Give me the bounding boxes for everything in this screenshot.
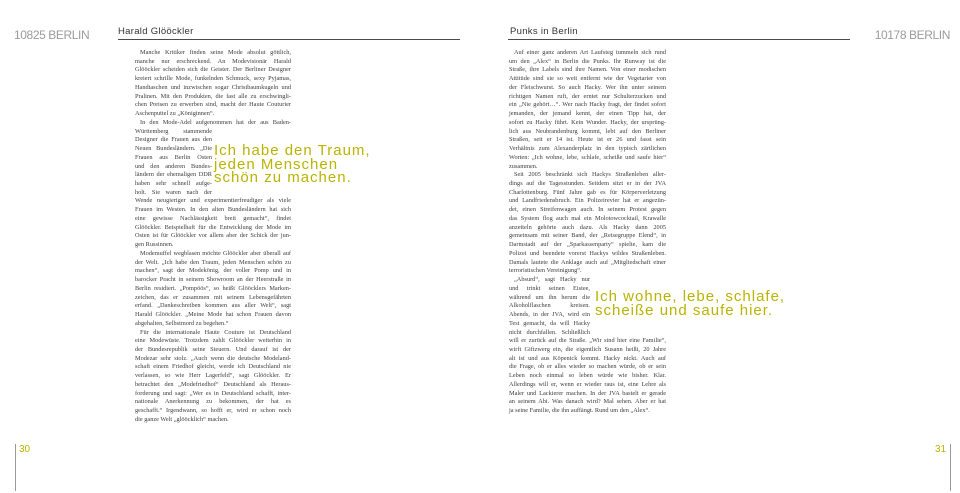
text-line: chen Preisen zu erwerben sind, macht der Haute Couturier [135,101,291,109]
text-line: sofort zu Hacky führt. Kein Wunder. Hacky, der ursprüng- [509,118,666,126]
paragraph [135,329,291,425]
text-line: Maler und Lackierer machen. In der JVA bastelt er gerade [509,389,666,397]
text-line: Straße, ihre Labels sind ihre Namen. Von einer modischen [509,66,666,74]
text-line: Glööckler scheiden sich die Geister. Der Berliner Designer [135,66,291,74]
text-line: zusammen. [509,162,538,170]
text-line: ländern der ehemaligen DDR [135,171,212,179]
text-line: während um ihn herum die [509,293,590,301]
text-line: Abends, in der JVA, wird ein [509,311,590,319]
text-line: Modezar sehr stolz. „Auch wenn die deutsche Modeland- [135,354,291,362]
paragraph [135,49,291,119]
text-line: machen“, sagt der Modekönig, der voller Pomp und in [135,267,291,275]
text-line: Straßen, seit er 14 ist. Heute ist er 26 und fasst sein [509,136,666,144]
text-line: erfand. „Dankeschreiben kommen aus aller Welt“, sagt [135,302,291,310]
page-number: 31 [935,444,947,455]
text-line: nationale Anerkennung zu bekommen, der hat es [135,398,291,406]
text-line: will er zurück auf die Straße. „Wir sind hier eine Familie“, [509,337,666,345]
pull-quote [214,144,371,185]
pull-quote-line: Ich wohne, lebe, schlafe, [595,288,786,305]
text-line: die ganze Welt „glööcklich“ machen. [135,415,229,423]
article-title: Harald Glööckler [118,26,194,37]
text-line: der Welt. „Ich habe den Traum, jeden Menschen schön zu [135,258,291,266]
text-line: zeichen, das er zusammen mit seinem Lebensgefährten [135,293,291,301]
text-line: forderung und sagt: „Wer es in Deutschland schafft, inter- [135,389,291,397]
text-line: geschafft.“ Irgendwann, so hofft er, wird er schon noch [135,407,291,415]
text-line: jemanden, der jemand kennt, der einen Tipp hat, der [509,110,666,118]
text-line: Berlin residiert. „Pompöös“, so heißt Glööcklers Marken- [135,284,291,292]
footer-rule [950,444,951,491]
text-line: Darmstadt auf der „Sparkassenparty“ spielte, kam die [509,241,666,249]
text-line: Designer die Frauen aus den [135,136,212,144]
header-rule [508,39,850,40]
text-line: richtigen Namen ruft, der erntet nur Schulterzucken und [509,92,666,100]
text-line: der Bundesrepublik seine Steuern. Und darauf ist der [135,345,291,353]
text-line: Auf einer ganz anderen Art Laufsteg tummeln sich rund [514,49,666,56]
text-line: haben sehr schnell aufge- [135,180,212,188]
text-line: Manche Kritiker finden seine Mode absolut göttlich, [140,49,291,56]
text-line: ja seine Familie, die ihn auffängt. Rund um den „Alex“. [509,407,650,415]
pull-quote-line: scheiße und saufe hier. [595,302,774,319]
text-line: Damals lautete die Anklage auch auf „Mitgliedschaft einer [509,258,666,266]
text-line: Handtaschen und inzwischen sogar Christbaumkugeln und [135,83,291,91]
text-line: und trinkt seinen Eistee, [509,284,590,292]
text-line: um den „Alex“ in Berlin die Punks. Ihr Runway ist die [509,57,666,65]
text-line: det, einen Streifenwagen auch. In seinem Protest gegen [509,206,666,214]
text-line: Neuen Bundesländern. „Die [135,145,212,153]
text-line: dings auf die Tagesstunden. Seitdem sitzt er in der JVA [509,180,666,188]
text-line: der Fleischwurst. So auch Hacky. Wer ihn unter seinem [509,83,666,91]
text-line: eine Modewüste. Trotzdem zahlt Glööckler weiterhin in [135,337,291,345]
text-line: Alkoholflaschen kreisen. [509,302,590,310]
text-line: barocker Pracht in seinem Showroom an der Heerstraße in [135,276,291,284]
text-line: verlassen, so wie Herr Lagerfeld“, sagt Glööckler. Er [135,372,291,380]
paragraph [509,49,666,171]
text-line: lich aus Neubrandenburg kommt, lebt auf den Berliner [509,127,666,135]
body-column-right [509,49,666,416]
page-number: 30 [19,444,31,455]
text-line: Test gemacht, da will Hacky [509,319,590,327]
text-line: Glööckler. Beispielhaft für die Entwicklung der Mode im [135,223,291,231]
text-line: alt ist und aus Köpenick kommt. Hacky nickt. Auch auf [509,354,666,362]
text-line: In den Mode-Adel aufgenommen hat der aus Baden- [140,118,291,126]
paragraph [509,171,666,276]
body-column-left [135,49,291,425]
text-line: schaft einem Friedhof gleicht, werde ich Deutschland nie [135,363,291,371]
text-line: ein „Nie gehört…“. Wer nach Hacky fragt, der findet sofort [509,101,666,109]
article-title: Punks in Berlin [510,26,578,37]
text-line: Für die internationale Haute Couture ist Deutschland [140,328,291,336]
text-line: und Landfriedensbruch. Ein Polizeirevier hat er angezün- [509,197,666,205]
text-line: betrachtet den „Modefriedhof“ Deutschland als Heraus- [135,380,291,388]
text-line: Frauen im Westen. In den alten Bundesländern hat sich [135,206,291,214]
text-line: gemeinsam mit seiner Band, der „Reisegruppe Elend“, in [509,232,666,240]
text-line: Attitüde sind sie so weit entfernt wie der Vegetarier von [509,75,666,83]
text-line: gen Russinnen. [135,241,174,249]
text-line: Worten: „Ich wohne, lebe, schlafe, scheiße und saufe hier“ [509,153,666,161]
text-line: „Absurd“, sagt Hacky nur [514,276,590,284]
pull-quote-line: jeden Menschen [214,155,339,173]
pull-quote-line: schön zu machen. [214,169,352,186]
text-line: Wende neugieriger und experimentierfreudiger als viele [135,197,291,205]
text-line: anzetteln gehörte auch dazu. Als Hacky dann 2005 [509,223,666,231]
text-line: kreiert schrille Mode, funkelnden Schmuck, sexy Pyjamas, [135,75,291,83]
text-line: manche nur erschreckend. An Modevisionär Harald [135,57,291,65]
text-line: und den anderen Bundes- [135,162,212,170]
text-line: Frauen aus Berlin Osten [135,153,212,161]
text-line: Verhältnis zum Alexanderplatz in den typisch zärtlichen [509,145,666,153]
text-line: an seinem Abi. Was danach wird? Mal sehen. Aber er hat [509,398,666,406]
text-line: Harald Glööckler. „Meine Mode hat schon Frauen davon [135,311,291,319]
text-line: Württemberg stammende [135,127,212,135]
footer-rule [15,444,16,491]
text-line: Leben noch einmal so leben würde wie bisher. Klar. [509,372,666,380]
running-head-city: 10825 BERLIN [14,28,90,42]
text-line: Polizei und beendete vorerst Hackys wildes Straßenleben. [509,249,666,257]
text-line: die Frage, ob er alles wieder so machen würde, ob er sein [509,363,666,371]
text-line: Seit 2005 beschränkt sich Hackys Straßenleben aller- [514,171,666,179]
text-line: Aschenputtel zu „Königinnen“. [135,110,215,118]
text-line: das System flog auch mal ein Molotowcocktail, Krawalle [509,214,666,222]
text-line: wirft Giftzwerg ein, die eigentlich Susann heißt, 20 Jahre [509,345,666,353]
text-line: holt. Sie waren nach der [135,188,212,196]
pull-quote [595,290,785,318]
text-line: Allerdings will er, wenn er wieder raus ist, eine Lehre als [509,380,666,388]
paragraph [135,250,291,329]
text-line: eine gewisse Nachlässigkeit breit gemacht“, findet [135,214,291,222]
text-line: Modemuffel wegblasen möchte Glööckler aber überall auf [140,249,291,257]
text-line: terroristischen Vereinigung“. [509,267,582,275]
running-head-city: 10178 BERLIN [874,28,950,42]
text-line: Charlottenburg. Fünf Jahre gab es für Körperverletzung [509,188,666,196]
text-line: Osten ist für Glööckler vor allem aber der Schick der jun- [135,232,291,240]
header-rule [118,39,460,40]
pull-quote-line: Ich habe den Traum, [214,142,371,159]
text-line: nicht durchfallen. Schließlich [509,328,590,336]
text-line: Pralinen. Mit den Produkten, die fast alle zu erschwingli- [135,92,291,100]
text-line: abgehalten, Selbstmord zu begehen.“ [135,319,229,327]
